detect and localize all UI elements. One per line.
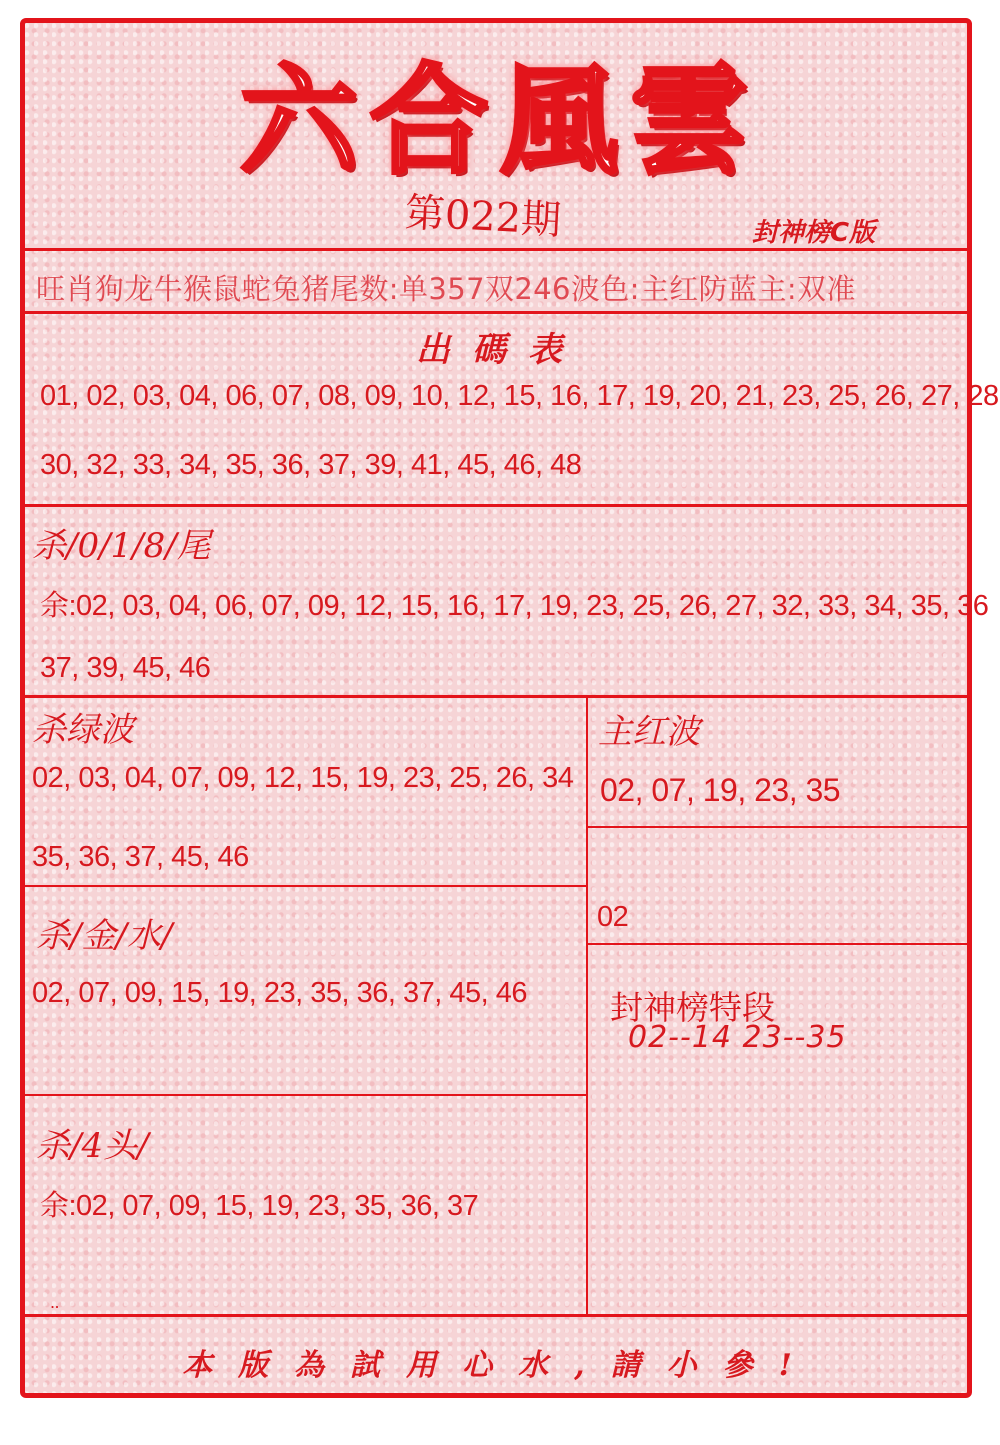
- divider-header: [25, 248, 967, 251]
- footer-note: 本版為試用心水,請小參!: [182, 1348, 818, 1383]
- divider-kill-green: [25, 885, 587, 887]
- kill-elements-heading: 杀/金/水/: [36, 916, 173, 956]
- divider-banner: [25, 311, 967, 314]
- kill-head-line-1: 余:02, 07, 09, 15, 19, 23, 35, 36, 37: [40, 1190, 479, 1222]
- code-table-line-2: 30, 32, 33, 34, 35, 36, 37, 39, 41, 45, 46, 48: [40, 449, 582, 481]
- code-table-line-1: 01, 02, 03, 04, 06, 07, 08, 09, 10, 12, 15, 16, 17, 19, 20, 21, 23, 25, 26, 27, 28: [40, 380, 999, 412]
- special-section-line-1: 02--14 23--35: [628, 1020, 847, 1055]
- kill-head-heading: 杀/4头/: [36, 1126, 149, 1166]
- kill-tails-line-2: 37, 39, 45, 46: [40, 652, 211, 684]
- divider-single: [587, 943, 967, 945]
- kill-head-mark: ..: [50, 1292, 60, 1312]
- kill-green-line-1: 02, 03, 04, 07, 09, 12, 15, 19, 23, 25, 26, 34: [32, 762, 574, 794]
- divider-kill-elements: [25, 1094, 587, 1096]
- prediction-banner: 旺肖狗龙牛猴鼠蛇兔猪尾数:单357双246波色:主红防蓝主:双准: [36, 272, 856, 306]
- divider-kill-tails: [25, 695, 967, 698]
- code-table-title: 出碼表: [416, 330, 584, 370]
- poster-title: 六合風雲: [239, 51, 760, 190]
- kill-tails-heading: 杀/0/1/8/尾: [32, 526, 211, 566]
- kill-green-heading: 杀绿波: [32, 710, 134, 750]
- edition-label: 封神榜C版: [752, 218, 876, 248]
- divider-main-red: [587, 826, 967, 828]
- single-value: 02: [597, 901, 629, 933]
- kill-elements-line-1: 02, 07, 09, 15, 19, 23, 35, 36, 37, 45, 46: [32, 977, 527, 1009]
- divider-code-table: [25, 504, 967, 507]
- issue-number: 第022期: [403, 189, 563, 245]
- main-red-line-1: 02, 07, 19, 23, 35: [600, 772, 841, 808]
- kill-tails-line-1: 余:02, 03, 04, 06, 07, 09, 12, 15, 16, 17, 19, 23, 25, 26, 27, 32, 33, 34, 35, 36: [40, 590, 989, 622]
- column-divider: [586, 697, 588, 1315]
- main-red-heading: 主红波: [598, 712, 700, 752]
- kill-green-line-2: 35, 36, 37, 45, 46: [32, 841, 249, 873]
- special-section-heading: 封神榜特段: [610, 988, 775, 1027]
- divider-footer: [25, 1314, 967, 1317]
